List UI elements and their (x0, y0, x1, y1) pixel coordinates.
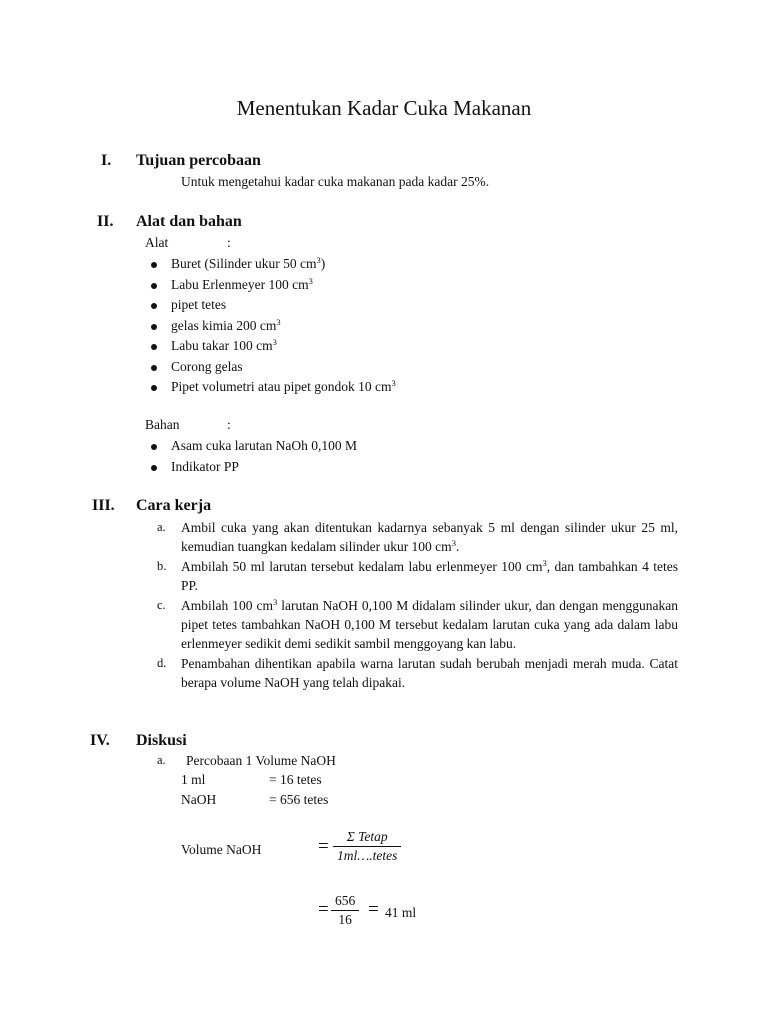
list-item: Labu Erlenmeyer 100 $cm^3$ (149, 275, 396, 296)
steps-list (157, 518, 678, 693)
row-1-left: 1 ml (181, 772, 206, 787)
section-1-number: I. (101, 152, 112, 169)
document-title: Menentukan Kadar Cuka Makanan (236, 96, 532, 120)
result-numerator: 656 (331, 893, 359, 911)
step-c (157, 596, 678, 654)
section-4-number: IV. (90, 732, 110, 749)
alat-list (149, 254, 396, 398)
step-text: Ambil cuka yang akan ditentukan kadarnya sebanyak 5 ml dengan silinder ukur 25 ml, kemudian tuangkan kedalam silinder ukur 100 $cm^3$. (181, 520, 678, 555)
result-equals-2: = (368, 899, 379, 920)
result-denominator: 16 (338, 912, 352, 927)
result-fraction (331, 893, 359, 928)
section-3-number: III. (92, 497, 115, 514)
formula-equals: = (318, 836, 329, 857)
step-label: b. (157, 558, 167, 573)
list-item: Corong gelas (149, 357, 396, 378)
step-text: Penambahan dihentikan apabila warna larutan sudah berubah menjadi merah muda. Catat berapa volume NaOH yang telah dipakai. (181, 655, 678, 691)
alat-label: Alat (145, 235, 169, 250)
list-item: Asam cuka larutan NaOh 0,100 M (149, 436, 357, 457)
row-2-right: = 656 tetes (269, 792, 329, 807)
step-text: Ambilah 50 ml larutan tersebut kedalam labu erlenmeyer 100 $cm^3$, dan tambahkan 4 tetes PP. (181, 557, 678, 594)
formula-label: Volume NaOH (181, 842, 262, 857)
alat-colon: : (227, 235, 231, 250)
list-item: Pipet volumetri atau pipet gondok 10 $cm^3$ (149, 377, 396, 398)
formula-numerator: Σ Tetap (333, 829, 401, 847)
result-equals: = (318, 899, 329, 920)
section-2-number: II. (97, 213, 114, 230)
bahan-colon: : (227, 417, 231, 432)
step-text: Ambilah 100 $cm^3$ larutan NaOH 0,100 M didalam silinder ukur, dan dengan menggunakan pipet tetes tambahkan NaOH 0,100 M tersebut kedalam larutan cuka yang ada dalam labu erlenmeyer sedikit demi sedikit sambil menggoyang kan labu. (181, 596, 678, 652)
list-item: Labu takar 100 $cm^3$ (149, 336, 396, 357)
step-a (157, 518, 678, 557)
list-item: Buret (Silinder ukur 50 $cm^3$) (149, 254, 396, 275)
list-item: gelas kimia 200 $cm^3$ (149, 316, 396, 337)
result-value: 41 ml (385, 905, 417, 920)
formula-denominator: 1ml….tetes (337, 848, 398, 863)
section-4-title: Diskusi (136, 732, 187, 749)
section-1-text: Untuk mengetahui kadar cuka makanan pada kadar 25%. (181, 174, 490, 189)
step-d (157, 654, 678, 693)
section-2-title: Alat dan bahan (136, 213, 242, 230)
step-label: c. (157, 597, 166, 612)
bahan-label: Bahan (145, 417, 180, 432)
subsection-title: Percobaan 1 Volume NaOH (186, 753, 336, 768)
subsection-label: a. (157, 753, 166, 767)
row-2-left: NaOH (181, 792, 217, 807)
list-item: Indikator PP (149, 457, 357, 478)
step-label: d. (157, 655, 167, 670)
row-1-right: = 16 tetes (269, 772, 322, 787)
step-label: a. (157, 520, 166, 534)
formula-fraction (333, 829, 401, 864)
list-item: pipet tetes (149, 295, 396, 316)
step-b (157, 557, 678, 596)
section-1-title: Tujuan percobaan (136, 152, 261, 169)
bahan-list (149, 436, 357, 477)
section-3-title: Cara kerja (136, 497, 212, 514)
